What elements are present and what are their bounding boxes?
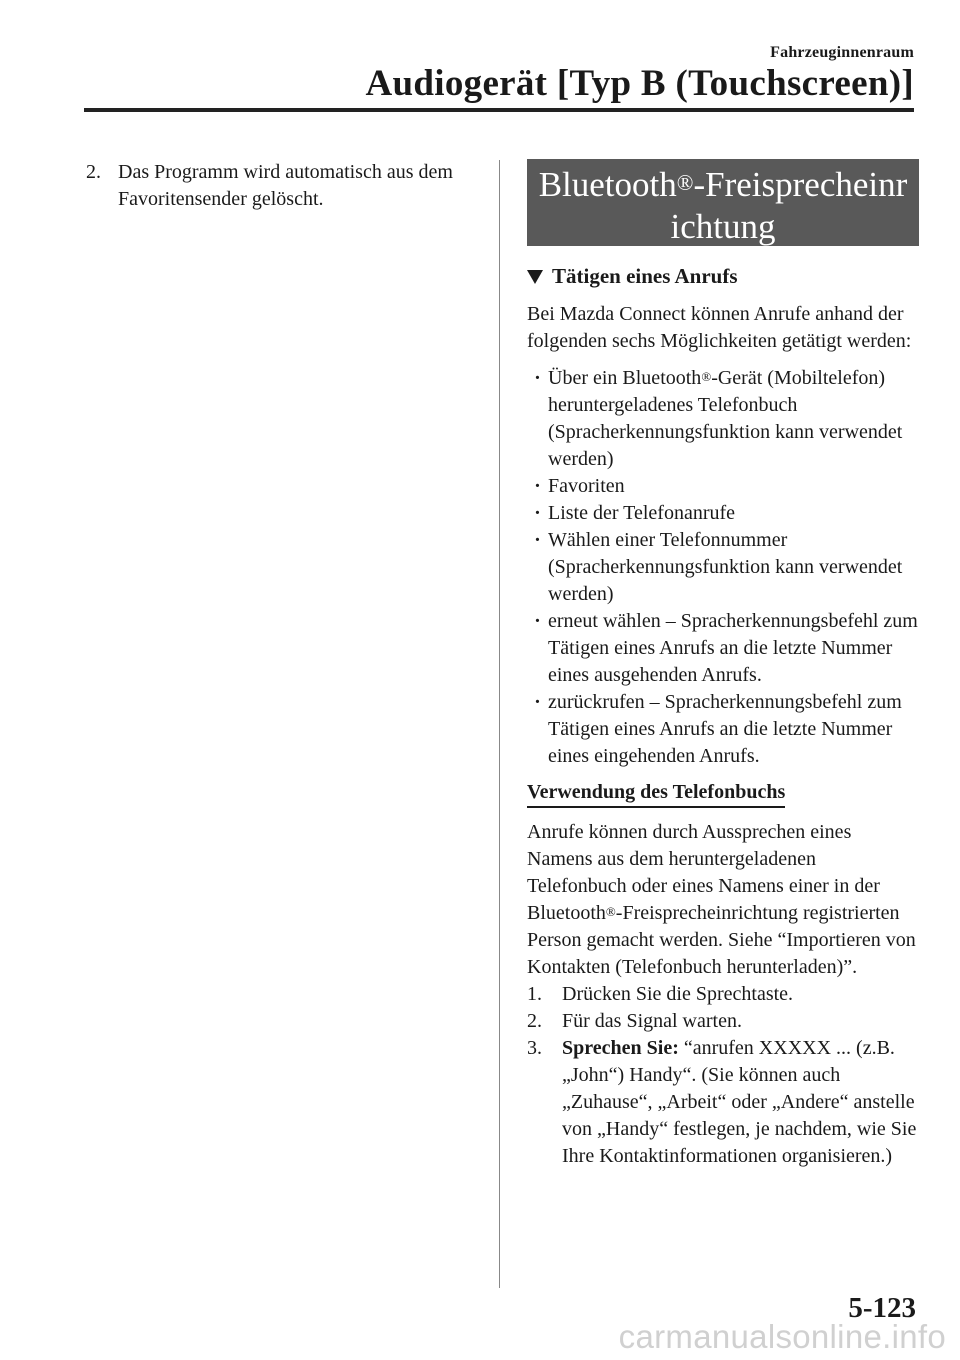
list-item	[527, 608, 919, 689]
list-item	[527, 365, 919, 473]
banner-line-2: ichtung	[670, 207, 776, 246]
step-item	[527, 1008, 919, 1035]
page-title: Audiogerät [Typ B (Touchscreen)]	[365, 63, 914, 104]
bullet-dot-icon: ·	[534, 367, 541, 389]
list-item-text: Wählen einer Telefonnummer (Spracherkennungsfunktion kann verwendet werden)	[548, 529, 903, 605]
item-number: 2.	[86, 161, 101, 183]
section-banner	[527, 159, 919, 246]
step-number: 2.	[527, 1010, 542, 1032]
bullet-dot-icon: ·	[534, 529, 541, 551]
subheading-text: Tätigen eines Anrufs	[552, 264, 738, 288]
list-item-text: erneut wählen – Spracherkennungsbefehl zum Tätigen eines Anrufs an die letzte Nummer eines ausgehenden Anrufs.	[548, 610, 918, 686]
header-rule	[84, 108, 914, 112]
list-item-text: Favoriten	[548, 475, 625, 497]
step-number: 1.	[527, 983, 542, 1005]
banner-line-1: Bluetooth®-Freisprecheinr	[538, 165, 908, 204]
list-item	[527, 527, 919, 608]
list-item-text: Über ein Bluetooth®-Gerät (Mobiltelefon) heruntergeladenes Telefonbuch (Spracherkennungsfunktion kann verwendet werden)	[548, 367, 903, 470]
steps-list	[527, 981, 919, 1170]
list-item	[527, 689, 919, 770]
list-item	[527, 500, 919, 527]
right-column	[527, 159, 919, 1170]
numbered-item	[86, 159, 486, 213]
step-number: 3.	[527, 1037, 542, 1059]
watermark: carmanualsonline.info	[618, 1318, 946, 1355]
intro-paragraph: Bei Mazda Connect können Anrufe anhand der folgenden sechs Möglichkeiten getätigt werden:	[527, 303, 912, 352]
item-text: Das Programm wird automatisch aus dem Favoritensender gelöscht.	[118, 161, 453, 210]
bullet-dot-icon: ·	[534, 691, 541, 713]
step-item	[527, 1035, 919, 1170]
header-section-label: Fahrzeuginnenraum	[770, 44, 914, 61]
phonebook-heading: Verwendung des Telefonbuchs	[527, 780, 785, 808]
step-text: Sprechen Sie: “anrufen XXXXX ... (z.B. „John“) Handy“. (Sie können auch „Zuhause“, „Arbeit“ oder „Andere“ anstelle von „Handy“ festlegen, je nachdem, wie Sie Ihre Kontaktinformationen organisieren.)	[562, 1037, 917, 1167]
phonebook-paragraph: Anrufe können durch Aussprechen eines Namens aus dem heruntergeladenen Telefonbuch oder eines Namens einer in der Bluetooth®-Freisprecheinrichtung registrierten Person gemacht werden. Siehe “Importieren von Kontakten (Telefonbuch herunterladen)”.	[527, 821, 916, 978]
list-item	[527, 473, 919, 500]
left-column	[86, 159, 486, 213]
bullet-dot-icon: ·	[534, 502, 541, 524]
bullet-list	[527, 365, 919, 770]
list-item-text: zurückrufen – Spracherkennungsbefehl zum Tätigen eines Anrufs an die letzte Nummer eines eingehenden Anrufs.	[548, 691, 902, 767]
list-item-text: Liste der Telefonanrufe	[548, 502, 736, 524]
subheading	[527, 263, 919, 290]
step-item	[527, 981, 919, 1008]
bullet-dot-icon: ·	[534, 475, 541, 497]
triangle-down-icon	[527, 270, 543, 284]
step-text: Drücken Sie die Sprechtaste.	[562, 983, 794, 1005]
page-number: 5-123	[848, 1292, 916, 1324]
bullet-dot-icon: ·	[534, 610, 541, 632]
step-text: Für das Signal warten.	[562, 1010, 742, 1032]
column-divider	[499, 160, 500, 1288]
